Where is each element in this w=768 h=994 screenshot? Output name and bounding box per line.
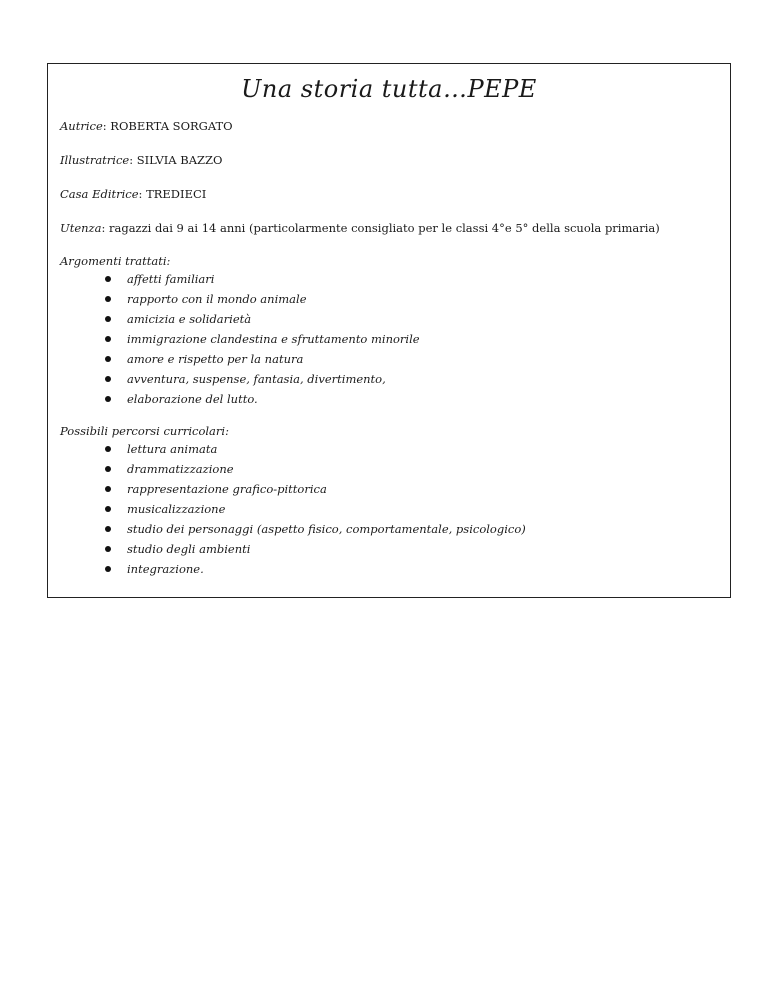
list-item-text: studio dei personaggi (aspetto fisico, comportamentale, psicologico): [127, 522, 526, 536]
bullet-icon: [105, 506, 111, 512]
list-item: [105, 519, 718, 539]
bullet-icon: [105, 466, 111, 472]
list-item: [105, 459, 718, 479]
list-item-text: amicizia e solidarietà: [127, 312, 252, 326]
audience-label: Utenza: [60, 221, 102, 235]
illustrator-line: [60, 153, 718, 167]
paths-heading: Possibili percorsi curricolari:: [60, 424, 229, 438]
bullet-icon: [105, 296, 111, 302]
audience-value: : ragazzi dai 9 ai 14 anni (particolarmente consigliato per le classi 4°e 5° della scuola primaria): [101, 221, 660, 235]
illustrator-value: : SILVIA BAZZO: [129, 153, 223, 167]
list-item: [105, 559, 718, 579]
bullet-icon: [105, 276, 111, 282]
list-item: [105, 389, 718, 409]
list-item-text: studio degli ambienti: [127, 542, 251, 556]
list-item: [105, 499, 718, 519]
paths-list: [60, 439, 718, 579]
bullet-icon: [105, 526, 111, 532]
document-box: [47, 63, 731, 598]
bullet-icon: [105, 336, 111, 342]
bullet-icon: [105, 566, 111, 572]
list-item-text: drammatizzazione: [127, 462, 234, 476]
bullet-icon: [105, 316, 111, 322]
audience-line: [60, 221, 718, 235]
list-item-text: integrazione.: [127, 562, 204, 576]
list-item-text: affetti familiari: [127, 272, 215, 286]
list-item: [105, 269, 718, 289]
author-value: : ROBERTA SORGATO: [102, 119, 233, 133]
list-item-text: rapporto con il mondo animale: [127, 292, 307, 306]
author-line: [60, 119, 718, 133]
author-label: Autrice: [60, 119, 103, 133]
bullet-icon: [105, 356, 111, 362]
bullet-icon: [105, 446, 111, 452]
list-item: [105, 479, 718, 499]
document-title: Una storia tutta…PEPE: [241, 75, 537, 103]
bullet-icon: [105, 546, 111, 552]
list-item-text: amore e rispetto per la natura: [127, 352, 304, 366]
list-item-text: musicalizzazione: [127, 502, 226, 516]
list-item-text: immigrazione clandestina e sfruttamento minorile: [127, 332, 420, 346]
list-item: [105, 289, 718, 309]
topics-heading: Argomenti trattati:: [60, 254, 171, 268]
list-item: [105, 329, 718, 349]
publisher-label: Casa Editrice: [60, 187, 139, 201]
publisher-value: : TREDIECI: [138, 187, 207, 201]
list-item: [105, 539, 718, 559]
bullet-icon: [105, 376, 111, 382]
list-item: [105, 349, 718, 369]
list-item-text: lettura animata: [127, 442, 218, 456]
list-item-text: elaborazione del lutto.: [127, 392, 258, 406]
publisher-line: [60, 187, 718, 201]
illustrator-label: Illustratrice: [60, 153, 130, 167]
bullet-icon: [105, 396, 111, 402]
list-item: [105, 369, 718, 389]
topics-list: [60, 269, 718, 409]
list-item: [105, 309, 718, 329]
list-item: [105, 439, 718, 459]
list-item-text: rappresentazione grafico-pittorica: [127, 482, 327, 496]
bullet-icon: [105, 486, 111, 492]
list-item-text: avventura, suspense, fantasia, divertimento,: [127, 372, 386, 386]
